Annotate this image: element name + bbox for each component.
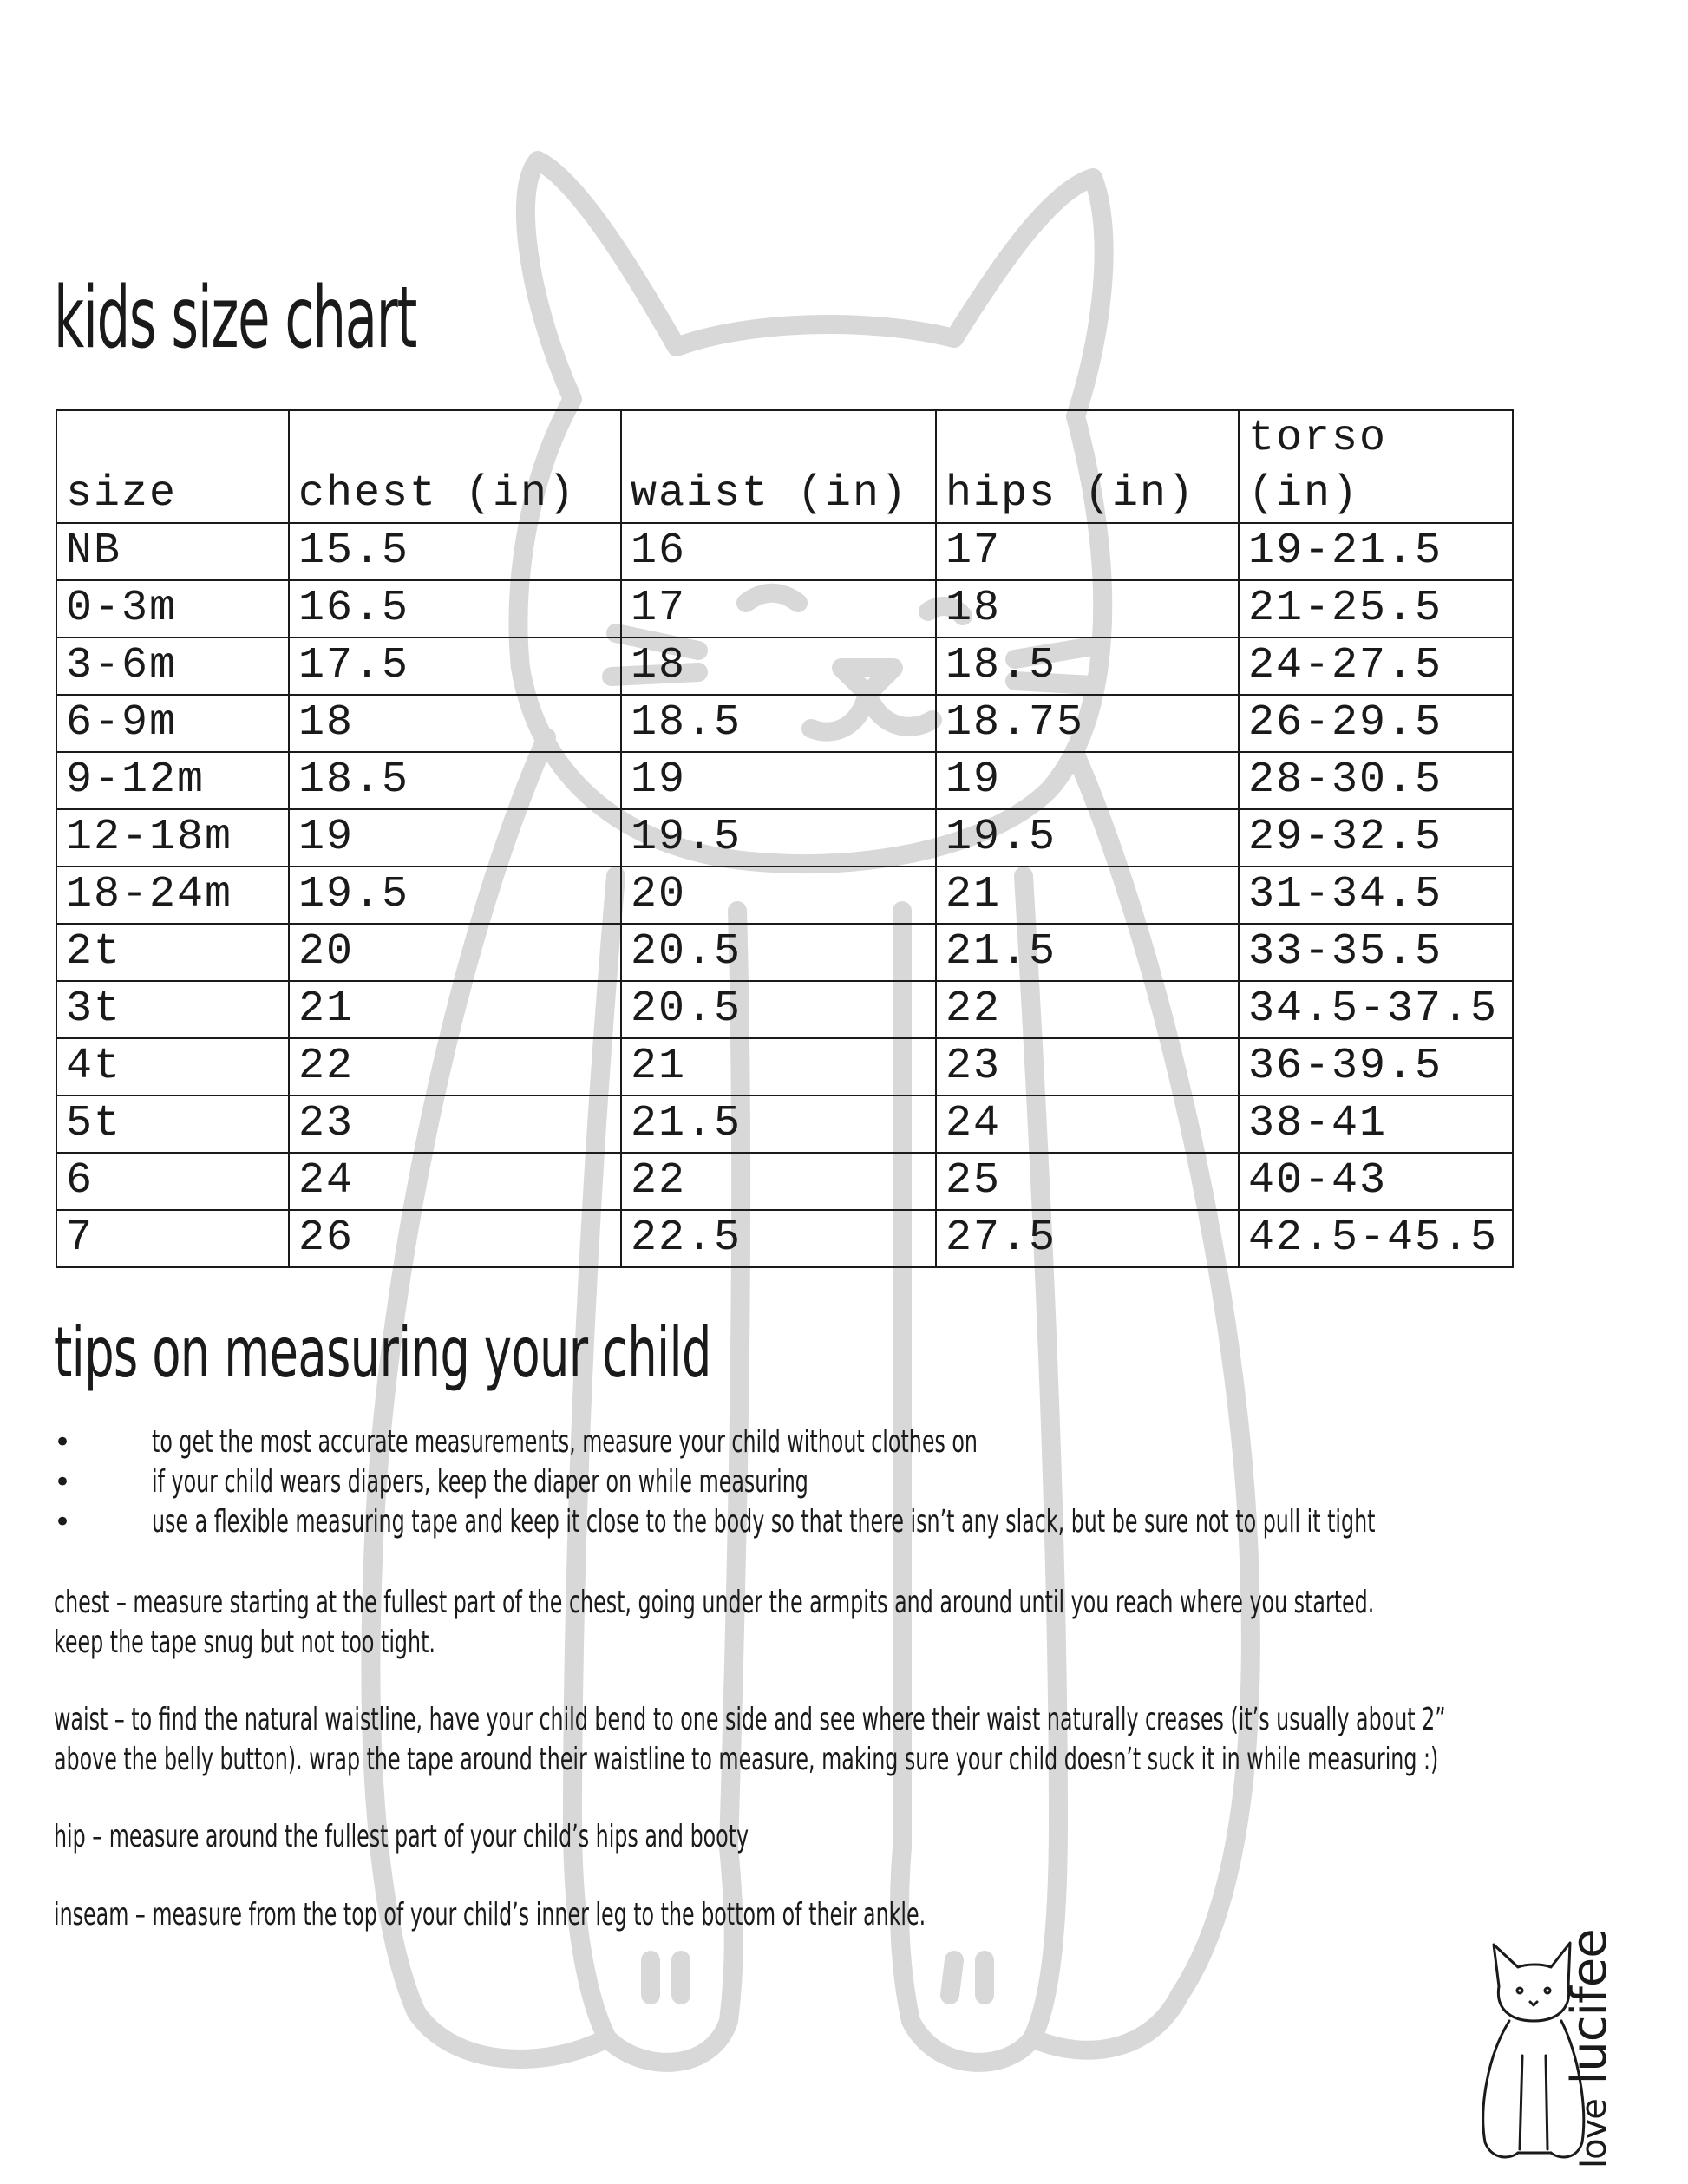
table-cell: 17 (621, 580, 936, 638)
table-cell: 20 (289, 924, 621, 981)
cat-icon (1475, 1926, 1648, 2168)
table-cell: 18.5 (621, 695, 936, 752)
table-cell: 24-27.5 (1239, 638, 1513, 695)
table-row (56, 638, 1513, 695)
waist-line: waist – to find the natural waistline, have your child bend to one side and see where their waist naturally creases (it’s usually about 2” (54, 1702, 1446, 1737)
table-cell: 21.5 (621, 1095, 936, 1153)
table-cell: 24 (936, 1095, 1239, 1153)
table-cell: 19.5 (621, 809, 936, 866)
table-cell: 20.5 (621, 981, 936, 1038)
table-cell: 15.5 (289, 523, 621, 580)
table-cell: NB (56, 523, 289, 580)
table-row (56, 1095, 1513, 1153)
table-cell: 7 (56, 1210, 289, 1267)
table-cell: 16.5 (289, 580, 621, 638)
table-header-row (56, 410, 1513, 523)
bullet-icon: • (54, 1505, 72, 1540)
table-row (56, 924, 1513, 981)
column-header: hips (in) (936, 410, 1239, 523)
table-cell: 9-12m (56, 752, 289, 809)
table-cell: 18.75 (936, 695, 1239, 752)
column-header: chest (in) (289, 410, 621, 523)
table-cell: 36-39.5 (1239, 1038, 1513, 1095)
table-cell: 19 (621, 752, 936, 809)
table-cell: 3t (56, 981, 289, 1038)
table-cell: 29-32.5 (1239, 809, 1513, 866)
table-cell: 2t (56, 924, 289, 981)
table-cell: 27.5 (936, 1210, 1239, 1267)
table-cell: 6-9m (56, 695, 289, 752)
logo-love: love (1574, 2099, 1614, 2168)
table-cell: 18 (936, 580, 1239, 638)
bullet-icon: • (54, 1465, 72, 1500)
table-cell: 25 (936, 1153, 1239, 1210)
table-cell: 28-30.5 (1239, 752, 1513, 809)
chest-line: keep the tape snug but not too tight. (54, 1625, 435, 1660)
table-row (56, 523, 1513, 580)
inseam-line: inseam – measure from the top of your child’s inner leg to the bottom of their ankle. (54, 1897, 926, 1932)
page-title: kids size chart (54, 269, 417, 368)
table-cell: 42.5-45.5 (1239, 1210, 1513, 1267)
table-row (56, 695, 1513, 752)
table-row (56, 752, 1513, 809)
table-cell: 21-25.5 (1239, 580, 1513, 638)
table-row (56, 1153, 1513, 1210)
table-cell: 21 (621, 1038, 936, 1095)
waist-instructions (54, 1700, 1446, 1780)
tip-text: to get the most accurate measurements, measure your child without clothes on (152, 1424, 978, 1460)
column-header: size (56, 410, 289, 523)
table-cell: 3-6m (56, 638, 289, 695)
table-cell: 21 (936, 866, 1239, 924)
table-cell: 26 (289, 1210, 621, 1267)
table-cell: 23 (289, 1095, 621, 1153)
table-cell: 19 (936, 752, 1239, 809)
hip-instructions (54, 1817, 749, 1857)
table-cell: 21.5 (936, 924, 1239, 981)
table-cell: 26-29.5 (1239, 695, 1513, 752)
column-header: torso (in) (1239, 410, 1513, 523)
table-cell: 19.5 (936, 809, 1239, 866)
waist-line: above the belly button). wrap the tape around their waistline to measure, making sure your child doesn’t suck it in while measuring :) (54, 1742, 1439, 1777)
bullet-icon: • (54, 1425, 72, 1460)
table-cell: 31-34.5 (1239, 866, 1513, 924)
table-row (56, 1210, 1513, 1267)
table-cell: 22 (621, 1153, 936, 1210)
table-cell: 12-18m (56, 809, 289, 866)
table-row (56, 1038, 1513, 1095)
table-cell: 22 (936, 981, 1239, 1038)
table-row (56, 580, 1513, 638)
table-cell: 5t (56, 1095, 289, 1153)
hip-line: hip – measure around the fullest part of your child’s hips and booty (54, 1819, 749, 1854)
table-cell: 19.5 (289, 866, 621, 924)
table-cell: 38-41 (1239, 1095, 1513, 1153)
table-cell: 20 (621, 866, 936, 924)
table-cell: 19-21.5 (1239, 523, 1513, 580)
table-cell: 18.5 (936, 638, 1239, 695)
table-cell: 18 (621, 638, 936, 695)
table-cell: 20.5 (621, 924, 936, 981)
table-body (56, 523, 1513, 1267)
column-header: waist (in) (621, 410, 936, 523)
table-row (56, 809, 1513, 866)
table-cell: 21 (289, 981, 621, 1038)
table-cell: 40-43 (1239, 1153, 1513, 1210)
table-cell: 34.5-37.5 (1239, 981, 1513, 1038)
tip-text: use a flexible measuring tape and keep it close to the body so that there isn’t any slack, but be sure not to pull it tight (152, 1504, 1376, 1540)
table-cell: 17.5 (289, 638, 621, 695)
table-cell: 18 (289, 695, 621, 752)
tip-text: if your child wears diapers, keep the diaper on while measuring (152, 1464, 808, 1500)
table-cell: 22 (289, 1038, 621, 1095)
size-chart-table (56, 409, 1514, 1268)
table-cell: 33-35.5 (1239, 924, 1513, 981)
table-cell: 4t (56, 1038, 289, 1095)
logo-name: lucifee (1561, 1929, 1618, 2085)
inseam-instructions (54, 1895, 926, 1935)
table-cell: 16 (621, 523, 936, 580)
tips-title: tips on measuring your child (54, 1312, 711, 1393)
table-cell: 6 (56, 1153, 289, 1210)
table-cell: 18-24m (56, 866, 289, 924)
chest-instructions (54, 1583, 1374, 1663)
table-cell: 18.5 (289, 752, 621, 809)
table-row (56, 866, 1513, 924)
chest-line: chest – measure starting at the fullest part of the chest, going under the armpits and around until you reach where you started. (54, 1585, 1375, 1620)
table-cell: 24 (289, 1153, 621, 1210)
table-cell: 17 (936, 523, 1239, 580)
table-cell: 22.5 (621, 1210, 936, 1267)
table-cell: 0-3m (56, 580, 289, 638)
table-row (56, 981, 1513, 1038)
table-cell: 19 (289, 809, 621, 866)
table-cell: 23 (936, 1038, 1239, 1095)
